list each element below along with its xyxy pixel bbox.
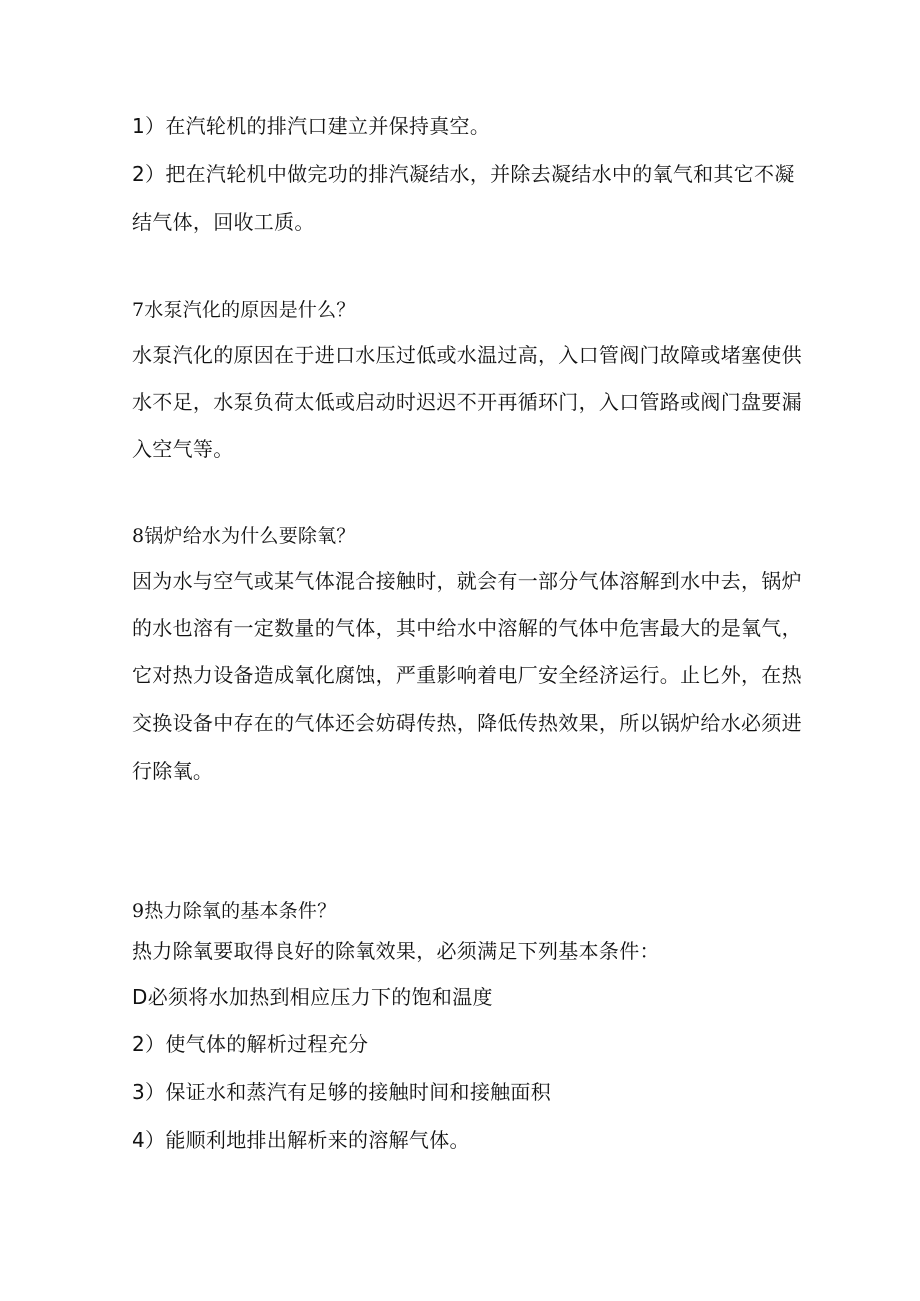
question-7-heading: 7水泵汽化的原因是什么？: [132, 299, 356, 321]
question-8-answer-line-4: 交换设备中存在的气体还会妨碍传热，降低传热效果，所以锅炉给水必须进: [132, 711, 802, 735]
question-7-answer-line-1: 水泵汽化的原因在于进口水压过低或水温过高，入口管阀门故障或堵塞使供: [132, 343, 802, 367]
question-9-condition-4: 4）能顺利地排出解析来的溶解气体。: [132, 1128, 470, 1152]
question-9-condition-2: 2）使气体的解析过程充分: [132, 1032, 369, 1056]
question-9-intro: 热力除氧要取得良好的除氧效果，必须满足下列基本条件：: [132, 939, 660, 963]
question-8-answer-line-5: 行除氧。: [132, 759, 214, 783]
question-7-answer-line-2: 水不足，水泵负荷太低或启动时迟迟不开再循环门，入口管路或阀门盘要漏: [132, 390, 802, 414]
question-9-condition-3: 3）保证水和蒸汽有足够的接触时间和接触面积: [132, 1080, 552, 1104]
question-8-answer-line-1: 因为水与空气或某气体混合接触时，就会有一部分气体溶解到水中去，锅炉: [132, 569, 802, 593]
cooling-item-2-line-1: 2）把在汽轮机中做完功的排汽凝结水，并除去凝结水中的氧气和其它不凝: [132, 162, 795, 186]
question-8-answer-line-3: 它对热力设备造成氧化腐蚀，严重影响着电厂安全经济运行。止匕外，在热: [132, 663, 802, 687]
question-7-answer-line-3: 入空气等。: [132, 437, 234, 461]
cooling-item-1: 1）在汽轮机的排汽口建立并保持真空。: [132, 114, 491, 138]
question-8-heading: 8锅炉给水为什么要除氧？: [132, 525, 356, 547]
question-9-heading: 9热力除氧的基本条件？: [132, 900, 337, 922]
question-8-answer-line-2: 的水也溶有一定数量的气体，其中给水中溶解的气体中危害最大的是氧气，: [132, 616, 802, 640]
cooling-item-2-line-2: 结气体，回收工质。: [132, 210, 315, 234]
question-9-condition-1: D必须将水加热到相应压力下的饱和温度: [132, 985, 493, 1009]
